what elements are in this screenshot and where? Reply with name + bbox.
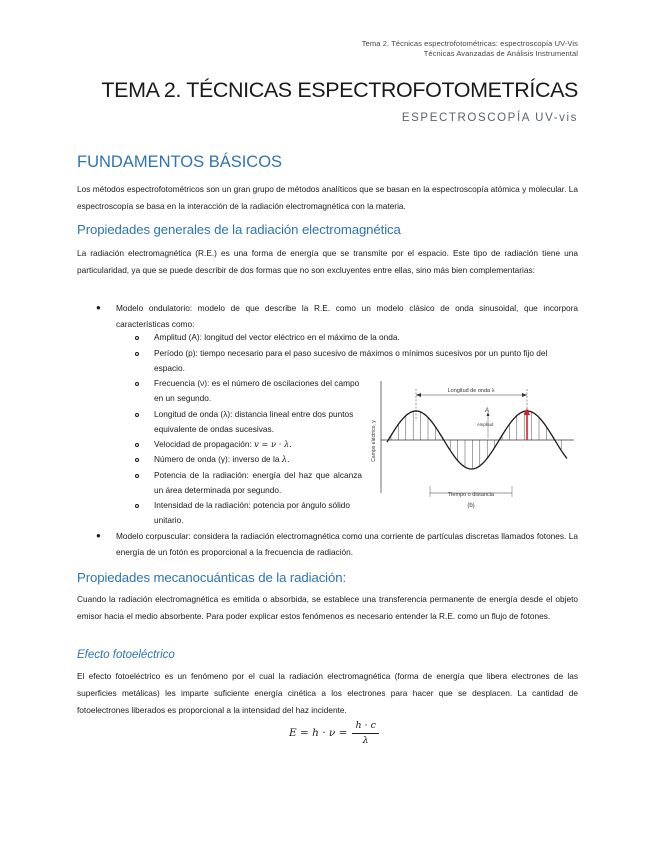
equation-lhs: E = h · ν = bbox=[289, 727, 348, 739]
circle-bullet-icon bbox=[135, 474, 139, 478]
circle-bullet-icon bbox=[135, 504, 139, 508]
circle-bullet-icon bbox=[135, 352, 139, 356]
running-header-course: Técnicas Avanzadas de Análisis Instrumental bbox=[423, 49, 578, 58]
y-axis-label: Campo eléctrico, y bbox=[371, 420, 377, 462]
lambda-symbol: λ. bbox=[281, 454, 290, 464]
sub-item-frecuencia: Frecuencia (ν): es el número de oscilaciones del campo en un segundo. bbox=[154, 376, 366, 406]
bullet-modelo-ondulatorio bbox=[96, 300, 578, 332]
circle-bullet-icon bbox=[135, 413, 139, 417]
bullet-text: Modelo ondulatorio: modelo de que describe la R.E. como un modelo clásico de onda sinusoidal, que incorpora características como: bbox=[116, 303, 578, 329]
equation-denominator: λ bbox=[362, 735, 369, 746]
bullet-dot: ● bbox=[96, 531, 101, 540]
running-header-topic: Tema 2. Técnicas espectrofotométricas: espectroscopía UV-Vis bbox=[361, 39, 578, 48]
velocity-formula: v = ν · λ. bbox=[254, 439, 292, 449]
wavelength-label: Longitud de onda λ bbox=[447, 388, 495, 394]
amplitude-sublabel: Amplitud bbox=[477, 422, 494, 427]
circle-bullet-icon bbox=[135, 382, 139, 386]
heading-fundamentos: FUNDAMENTOS BÁSICOS bbox=[77, 153, 283, 171]
sub-item-periodo: Período (p): tiempo necesario para el paso sucesivo de máximos o mínimos sucesivos por un punto fijo del espacio. bbox=[154, 346, 578, 376]
wave-figure bbox=[367, 381, 579, 511]
circle-bullet-icon bbox=[135, 443, 139, 447]
sub-item-intensidad: Intensidad de la radiación: potencia por ángulo sólido unitario. bbox=[154, 498, 366, 528]
heading-efecto-fotoelectrico: Efecto fotoeléctrico bbox=[77, 649, 175, 661]
document-title: TEMA 2. TÉCNICAS ESPECTROFOTOMETRÍCAS bbox=[101, 78, 578, 102]
sub-item-longitud-onda: Longitud de onda (λ): distancia lineal entre dos puntos equivalente de ondas sucesivas. bbox=[154, 407, 366, 437]
paragraph-mecanocuanticas: Cuando la radiación electromagnética es emitida o absorbida, se establece una transferencia permanente de energía desde el objeto emisor hacia el medio absorbente. Para poder explicar estos fenómenos es necesario entender la R.E. como un flujo de fotones. bbox=[77, 594, 578, 621]
paragraph-efecto-fotoelectrico: El efecto fotoeléctrico es un fenómeno por el cual la radiación electromagnética (forma de energía que libera electrones de las superficies metálicas) les imparte suficiente energía cinética a los electrones para hacer que se desplacen. La cantidad de fotoelectrones liberados es proporcional a la intensidad del haz incidente. bbox=[77, 671, 578, 715]
equation-fraction bbox=[352, 720, 379, 746]
bullet-modelo-corpuscular bbox=[96, 528, 578, 560]
x-axis-label: Tiempo o distancia bbox=[448, 492, 494, 498]
equation-numerator: h · c bbox=[352, 720, 379, 734]
paragraph-intro: Los métodos espectrofotométricos son un gran grupo de métodos analíticos que se basan en la espectroscopía atómica y molecular. La espectroscopía se basa en la interacción de la radiación electromagnética con la materia. bbox=[77, 184, 578, 211]
document-subtitle: ESPECTROSCOPÍA UV-vis bbox=[401, 112, 578, 124]
circle-bullet-icon bbox=[135, 336, 139, 340]
sine-wave-diagram bbox=[367, 381, 579, 511]
bullet-dot: ● bbox=[96, 303, 101, 312]
sub-item-numero-onda: Número de onda (γ): inverso de la λ. bbox=[154, 452, 366, 467]
sub-item-velocidad: Velocidad de propagación: v = ν · λ. bbox=[154, 437, 366, 452]
photon-energy-equation bbox=[289, 720, 379, 746]
heading-propiedades-generales: Propiedades generales de la radiación electromagnética bbox=[77, 222, 401, 237]
heading-propiedades-mecanocuanticas: Propiedades mecanocuánticas de la radiación: bbox=[77, 570, 347, 585]
sub-item-amplitud: Amplitud (A): longitud del vector eléctrico en el máximo de la onda. bbox=[154, 330, 578, 345]
figure-caption: (b) bbox=[467, 503, 475, 509]
sub-item-potencia: Potencia de la radiación: energía del haz que alcanza un área determinada por segundo. bbox=[154, 468, 362, 498]
bullet-text: Modelo corpuscular: considera la radiación electromagnética como una corriente de partículas discretas llamados fotones. La energía de un fotón es proporcional a la frecuencia de radiación. bbox=[116, 531, 578, 557]
paragraph-radiacion: La radiación electromagnética (R.E.) es una forma de energía que se transmite por el espacio. Este tipo de radiación tiene una particularidad, ya que se puede describir de dos formas que no son excluyentes entre ellas, sino más bien complementarias: bbox=[77, 248, 578, 275]
circle-bullet-icon bbox=[135, 458, 139, 462]
amplitude-label: A bbox=[485, 408, 490, 414]
